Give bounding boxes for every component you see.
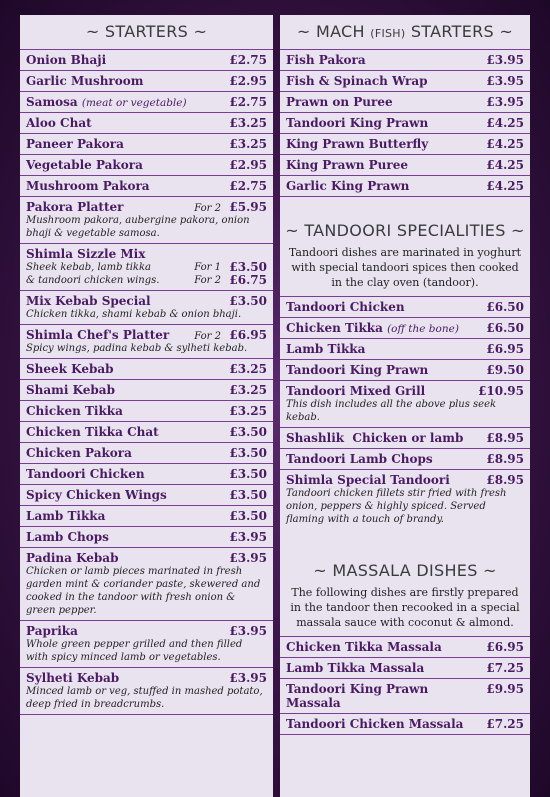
menu-item xyxy=(20,71,273,92)
fish-list xyxy=(280,49,530,197)
right-panel xyxy=(280,15,530,797)
menu-item xyxy=(280,714,530,735)
item-price: £3.25 xyxy=(229,404,267,418)
item-name: Fish & Spinach Wrap xyxy=(286,74,428,88)
menu-item xyxy=(280,50,530,71)
item-price: £3.95 xyxy=(229,530,267,544)
tandoori-list xyxy=(280,296,530,529)
menu-item xyxy=(20,134,273,155)
item-name: Chicken Tikka Chat xyxy=(26,425,159,439)
item-description: Sheek kebab, lamb tikka xyxy=(26,262,151,273)
item-price: £2.75 xyxy=(229,179,267,193)
item-name: Garlic Mushroom xyxy=(26,74,144,88)
menu-item xyxy=(280,339,530,360)
item-price: £7.25 xyxy=(486,717,524,731)
menu-item xyxy=(20,380,273,401)
item-price: £3.50 xyxy=(229,467,267,481)
menu-item xyxy=(280,428,530,449)
item-price: £2.75 xyxy=(229,53,267,67)
item-name: Chicken Tikka Massala xyxy=(286,640,442,654)
item-name: Shashlik Chicken or lamb xyxy=(286,431,464,445)
menu-item xyxy=(20,621,273,668)
menu-item xyxy=(20,50,273,71)
item-name: Sylheti Kebab xyxy=(26,671,120,685)
massala-intro: The following dishes are firstly prepared in the tandoor then recooked in a special massala sauce with coconut & almond. xyxy=(290,586,520,629)
menu-item xyxy=(20,548,273,621)
item-name: King Prawn Butterfly xyxy=(286,137,429,151)
menu-item xyxy=(20,668,273,715)
item-name: Tandoori Chicken Massala xyxy=(286,717,464,731)
tandoori-heading: ~ TANDOORI SPECIALITIES ~ xyxy=(285,221,525,240)
item-description: Minced lamb or veg, stuffed in mashed potato, deep fried in breadcrumbs. xyxy=(26,686,263,710)
item-price: £6.50 xyxy=(486,321,524,335)
item-description: Mushroom pakora, aubergine pakora, onion bhaji & vegetable samosa. xyxy=(26,215,250,239)
fish-heading-part: (FISH) xyxy=(370,27,406,40)
item-price: £9.50 xyxy=(486,363,524,377)
item-serves: For 1 xyxy=(194,262,221,273)
starters-heading: ~ STARTERS ~ xyxy=(85,22,208,41)
item-name: Chicken Pakora xyxy=(26,446,132,460)
menu-item xyxy=(20,155,273,176)
item-name: Paneer Pakora xyxy=(26,137,124,151)
item-name: Padina Kebab xyxy=(26,551,119,565)
item-name: Lamb Tikka xyxy=(26,509,106,523)
item-price: £5.95 xyxy=(229,200,267,214)
menu-item xyxy=(280,658,530,679)
fish-heading-part: STARTERS ~ xyxy=(405,22,514,41)
item-price: £6.95 xyxy=(486,342,524,356)
item-price: £3.25 xyxy=(229,137,267,151)
item-name: Lamb Tikka Massala xyxy=(286,661,425,675)
menu-item xyxy=(20,291,273,325)
item-description: Chicken tikka, shami kebab & onion bhaji. xyxy=(26,309,242,320)
item-price: £3.95 xyxy=(229,551,267,565)
starters-panel xyxy=(20,15,273,797)
item-serves: For 2 xyxy=(194,203,221,214)
menu-item xyxy=(20,422,273,443)
menu-item xyxy=(280,470,530,529)
menu-item xyxy=(280,318,530,339)
menu-item xyxy=(20,485,273,506)
item-name: Shimla Sizzle Mix xyxy=(26,247,146,261)
item-price: £3.95 xyxy=(486,95,524,109)
item-price: £6.95 xyxy=(229,328,267,342)
item-price: £2.95 xyxy=(229,158,267,172)
menu-item xyxy=(20,176,273,197)
item-price: £10.95 xyxy=(478,384,524,398)
item-note: (off the bone) xyxy=(387,323,459,335)
item-name: Chicken Tikka xyxy=(286,321,383,335)
menu-item xyxy=(280,679,530,714)
menu-item xyxy=(280,360,530,381)
menu-item xyxy=(20,197,273,244)
item-name: Spicy Chicken Wings xyxy=(26,488,167,502)
menu-item xyxy=(20,464,273,485)
menu-item xyxy=(20,527,273,548)
item-price: £3.25 xyxy=(229,383,267,397)
fish-heading-part: ~ MACH xyxy=(296,22,371,41)
item-price: £6.95 xyxy=(486,640,524,654)
item-price: £9.95 xyxy=(486,682,524,696)
item-price: £3.25 xyxy=(229,362,267,376)
item-price: £8.95 xyxy=(486,452,524,466)
item-name: Tandoori King Prawn xyxy=(286,363,429,377)
item-name: Paprika xyxy=(26,624,78,638)
item-name: Mushroom Pakora xyxy=(26,179,150,193)
menu-item xyxy=(280,381,530,428)
item-description: Tandoori chicken fillets stir fried with fresh onion, peppers & highly spiced. Served flaming with a touch of brandy. xyxy=(286,488,507,525)
item-serves: For 2 xyxy=(194,275,221,286)
item-price: £3.50 xyxy=(229,260,267,274)
item-price: £3.95 xyxy=(486,53,524,67)
item-name: Samosa xyxy=(26,95,78,109)
item-price: £6.75 xyxy=(229,273,267,287)
item-name: Fish Pakora xyxy=(286,53,366,67)
item-description: Chicken or lamb pieces marinated in fresh garden mint & coriander paste, skewered and cooked in the tandoor with fresh onion & green pepper. xyxy=(26,566,261,616)
menu-item xyxy=(20,401,273,422)
item-serves: For 2 xyxy=(194,331,221,342)
menu-item xyxy=(20,506,273,527)
item-price: £3.95 xyxy=(229,671,267,685)
item-price: £7.25 xyxy=(486,661,524,675)
item-name: Tandoori Lamb Chops xyxy=(286,452,433,466)
menu-item xyxy=(280,297,530,318)
item-name: Shami Kebab xyxy=(26,383,115,397)
fish-heading xyxy=(280,15,530,49)
item-price: £4.25 xyxy=(486,158,524,172)
item-name: Lamb Tikka xyxy=(286,342,366,356)
menu-item xyxy=(20,443,273,464)
tandoori-intro: Tandoori dishes are marinated in yoghurt with special tandoori spices then cooked in the clay oven (tandoor). xyxy=(288,246,522,289)
item-description: Whole green pepper grilled and then filled with spicy minced lamb or vegetables. xyxy=(26,639,243,663)
menu-item xyxy=(20,92,273,113)
item-name: Mix Kebab Special xyxy=(26,294,151,308)
item-name: Prawn on Puree xyxy=(286,95,393,109)
item-name: Chicken Tikka xyxy=(26,404,123,418)
item-price: £2.75 xyxy=(229,95,267,109)
item-name: Aloo Chat xyxy=(26,116,92,130)
menu-item xyxy=(280,134,530,155)
menu-item xyxy=(20,325,273,359)
item-price: £3.25 xyxy=(229,116,267,130)
item-price: £3.95 xyxy=(486,74,524,88)
item-name: Lamb Chops xyxy=(26,530,109,544)
item-price: £4.25 xyxy=(486,137,524,151)
item-name: Onion Bhaji xyxy=(26,53,107,67)
item-description: Spicy wings, padina kebab & sylheti kebab. xyxy=(26,343,248,354)
item-price: £3.50 xyxy=(229,509,267,523)
item-price: £3.50 xyxy=(229,488,267,502)
item-name: Shimla Special Tandoori xyxy=(286,473,450,487)
item-name: Sheek Kebab xyxy=(26,362,114,376)
item-price: £3.50 xyxy=(229,294,267,308)
item-name: Tandoori Chicken xyxy=(286,300,405,314)
item-price: £8.95 xyxy=(486,473,524,487)
item-name: Tandoori Chicken xyxy=(26,467,145,481)
item-price: £8.95 xyxy=(486,431,524,445)
menu-item xyxy=(280,155,530,176)
item-price: £4.25 xyxy=(486,179,524,193)
item-price: £6.50 xyxy=(486,300,524,314)
menu-item xyxy=(280,71,530,92)
item-name: Tandoori King Prawn Massala xyxy=(286,682,429,710)
menu-item xyxy=(280,113,530,134)
item-name: Tandoori King Prawn xyxy=(286,116,429,130)
item-name: Vegetable Pakora xyxy=(26,158,143,172)
item-name: Shimla Chef's Platter xyxy=(26,328,170,342)
item-note: (meat or vegetable) xyxy=(81,97,187,109)
item-price: £3.50 xyxy=(229,425,267,439)
starters-list xyxy=(20,49,273,715)
menu-item xyxy=(280,637,530,658)
menu-item xyxy=(20,359,273,380)
item-price: £3.95 xyxy=(229,624,267,638)
massala-list xyxy=(280,636,530,735)
item-name: Garlic King Prawn xyxy=(286,179,410,193)
item-name: King Prawn Puree xyxy=(286,158,408,172)
massala-heading: ~ MASSALA DISHES ~ xyxy=(313,561,497,580)
item-price: £2.95 xyxy=(229,74,267,88)
menu-item xyxy=(280,449,530,470)
menu-item xyxy=(20,113,273,134)
menu-item xyxy=(280,92,530,113)
item-name: Tandoori Mixed Grill xyxy=(286,384,426,398)
item-price: £4.25 xyxy=(486,116,524,130)
menu-item xyxy=(280,176,530,197)
item-name: Pakora Platter xyxy=(26,200,124,214)
item-price: £3.50 xyxy=(229,446,267,460)
item-description: This dish includes all the above plus seek kebab. xyxy=(286,399,497,423)
menu-item xyxy=(20,244,273,291)
item-description: & tandoori chicken wings. xyxy=(26,275,160,286)
